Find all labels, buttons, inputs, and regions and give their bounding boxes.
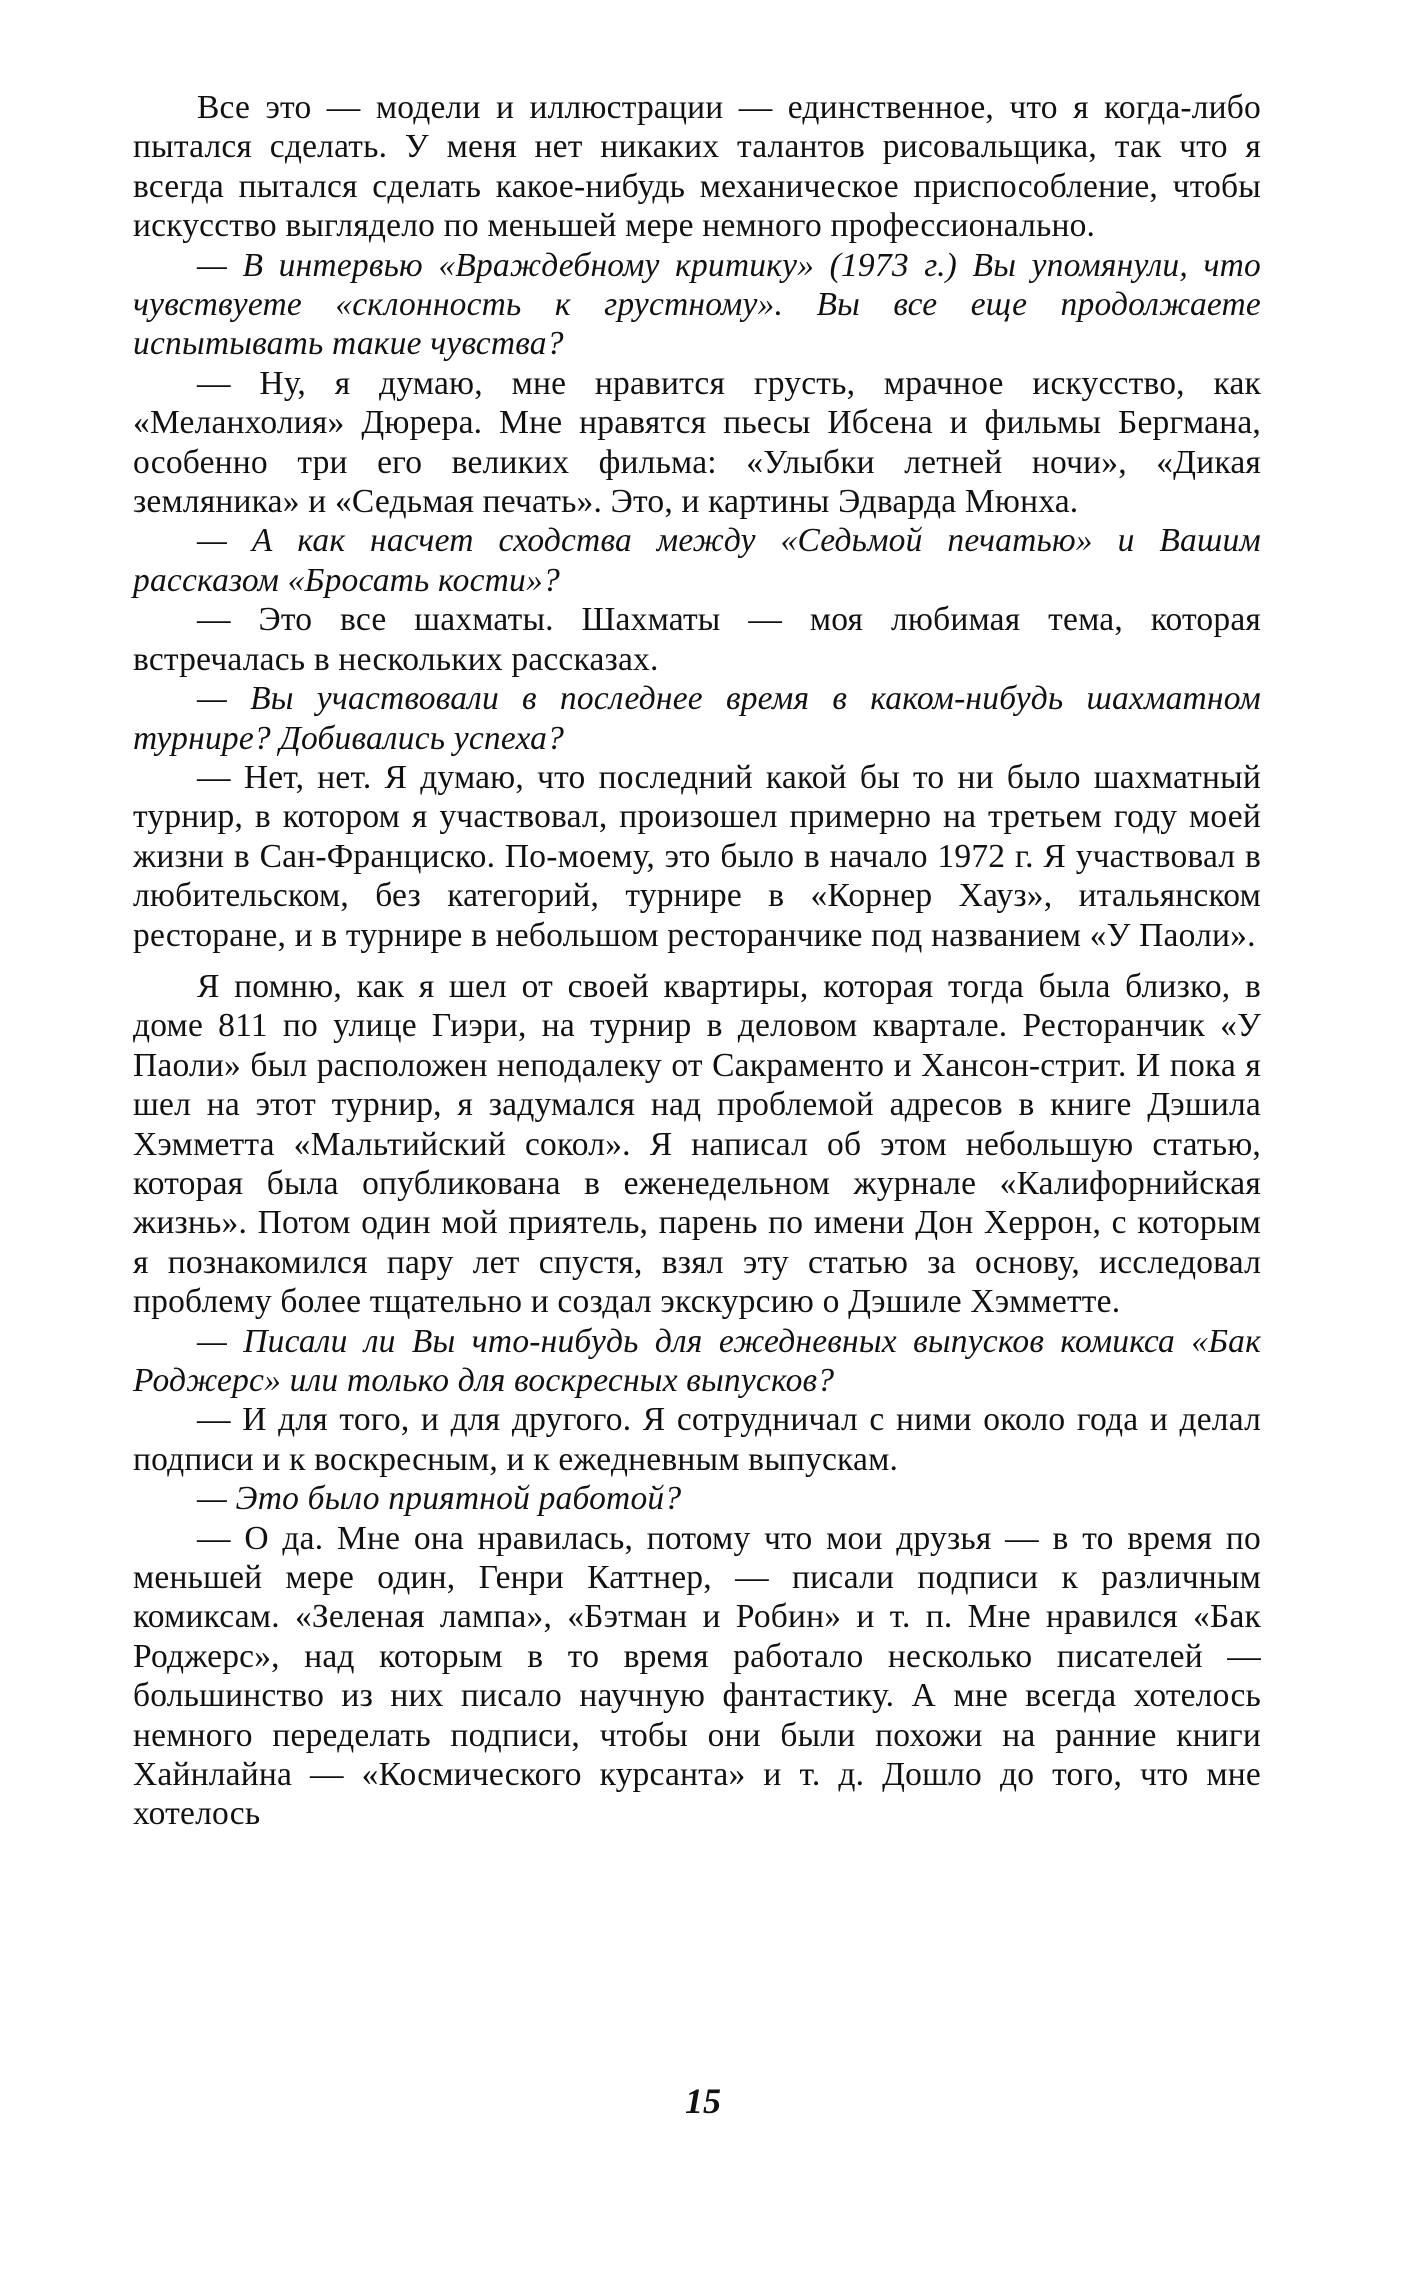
- interview-question-1: — В интервью «Враждебному критику» (1973 г.) Вы упомянули, что чувствуете «склонность к грустному». Вы все еще продолжаете испытывать такие чувства?: [133, 246, 1261, 363]
- page-number: 15: [685, 2081, 721, 2121]
- paragraph-2: — Ну, я думаю, мне нравится грусть, мрачное искусство, как «Меланхолия» Дюрера. Мне нравятся пьесы Ибсена и фильмы Бергмана, особенно три его великих фильма: «Улыбки летней ночи», «Дикая земляника» и «Седьмая печать». Это, и картины Эдварда Мюнха.: [133, 364, 1261, 521]
- paragraph-3: — Это все шахматы. Шахматы — моя любимая тема, которая встречалась в нескольких рассказах.: [133, 601, 1261, 678]
- interview-question-3: — Вы участвовали в последнее время в каком-нибудь шахматном турнире? Добивались успеха?: [133, 680, 1261, 757]
- paragraph-7: — О да. Мне она нравилась, потому что мои друзья — в то время по меньшей мере один, Генри Каттнер, — писали подписи к различным комиксам. «Зеленая лампа», «Бэтман и Робин» и т. п. Мне нравился «Бак Роджерс», над которым в то время работало несколько писателей — большинство из них писало научную фантастику. А мне всегда хотелось немного переделать подписи, чтобы они были похожи на ранние книги Хайнлайна — «Космического курсанта» и т. д. Дошло до того, что мне хотелось: [133, 1519, 1261, 1833]
- page-body: [133, 88, 1261, 1834]
- paragraph-4: — Нет, нет. Я думаю, что последний какой бы то ни было шахматный турнир, в котором я участвовал, произошел примерно на третьем году моей жизни в Сан-Франциско. По-моему, это было в начало 1972 г. Я участвовал в любительском, без категорий, турнире в «Корнер Хауз», итальянском ресторане, и в турнире в небольшом ресторанчике под названием «У Паоли».: [133, 758, 1261, 954]
- interview-question-4: — Писали ли Вы что-нибудь для ежедневных выпусков комикса «Бак Роджерс» или только для воскресных выпусков?: [133, 1322, 1261, 1399]
- paragraph-1: Все это — модели и иллюстрации — единственное, что я когда-либо пытался сделать. У меня нет никаких талантов рисовальщика, так что я всегда пытался сделать какое-нибудь механическое приспособление, чтобы искусство выглядело по меньшей мере немного профессионально.: [133, 89, 1261, 245]
- interview-question-2: — А как насчет сходства между «Седьмой печатью» и Вашим рассказом «Бросать кости»?: [133, 522, 1261, 599]
- interview-question-5: — Это было приятной работой?: [197, 1480, 682, 1518]
- paragraph-6: — И для того, и для другого. Я сотрудничал с ними около года и делал подписи и к воскресным, и к ежедневным выпускам.: [133, 1401, 1261, 1478]
- paragraph-5: Я помню, как я шел от своей квартиры, которая тогда была близко, в доме 811 по улице Гиэри, на турнир в деловом квартале. Ресторанчик «У Паоли» был расположен неподалеку от Сакраменто и Хансон-стрит. И пока я шел на этот турнир, я задумался над проблемой адресов в книге Дэшила Хэмметта «Мальтийский сокол». Я написал об этом небольшую статью, которая была опубликована в еженедельном журнале «Калифорнийская жизнь». Потом один мой приятель, парень по имени Дон Херрон, с которым я познакомился пару лет спустя, взял эту статью за основу, исследовал проблему более тщательно и создал экскурсию о Дэшиле Хэмметте.: [133, 967, 1261, 1321]
